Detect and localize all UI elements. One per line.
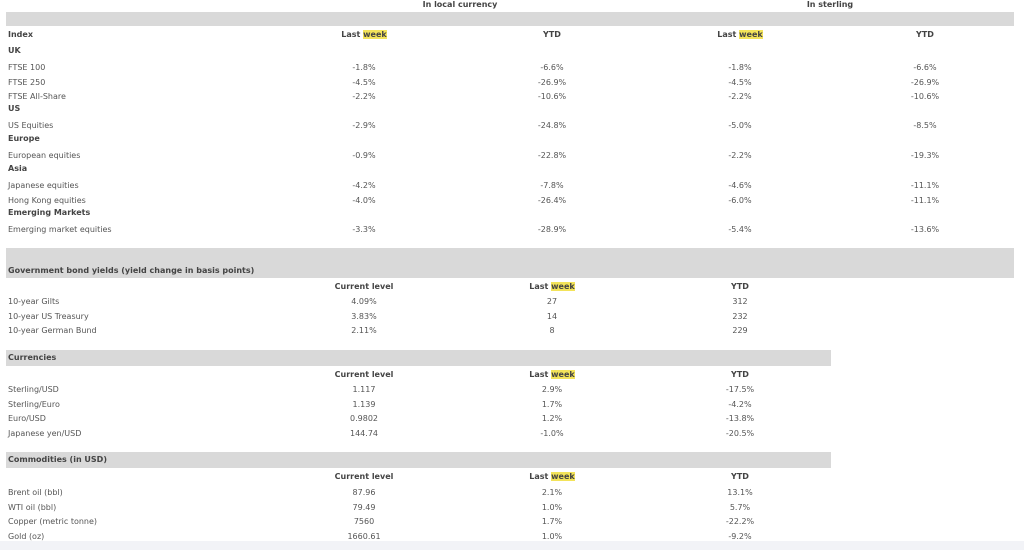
row-label: Hong Kong equities [8,195,86,205]
table-row [0,503,1024,515]
column-header-local-last-week: Last week [341,30,387,39]
column-header-last-week: Last week [529,282,575,291]
table-row [0,78,1024,90]
ytd-value: 5.7% [729,502,751,512]
region-name: US [8,104,21,113]
current-level-value: 2.11% [351,326,377,335]
sterling-ytd-value: -6.6% [913,63,937,72]
current-level-value: 0.9802 [350,414,378,423]
local-last-week-value: -4.5% [352,77,376,87]
last-week-value: 2.1% [541,488,563,497]
ytd-value: 229 [732,326,748,335]
local-ytd-value: -22.8% [537,151,567,160]
current-level-value: 87.96 [352,488,376,497]
column-header-current-level: Current level [334,472,394,481]
local-ytd-value: -7.8% [540,181,564,190]
table-row [0,326,1024,338]
current-level-value: 1660.61 [347,531,381,541]
region-name: Europe [8,134,40,143]
last-week-value: 1.7% [541,517,563,526]
sterling-last-week-value: -6.0% [728,195,752,205]
local-last-week-value: -4.0% [352,195,376,205]
bonds-title: Government bond yields (yield change in basis points) [8,266,255,275]
ytd-value: -17.5% [725,385,755,394]
table-row [0,92,1024,104]
local-ytd-value: -24.8% [537,121,567,130]
sterling-ytd-value: -11.1% [910,195,940,205]
sterling-last-week-value: -5.4% [728,225,752,234]
region-name: UK [8,46,21,55]
column-header-sterling-last-week: Last week [717,30,763,39]
currencies-column-header-row [0,370,1024,382]
ytd-value: -4.2% [728,399,752,409]
sterling-ytd-value: -26.9% [910,77,940,87]
row-label: 10-year German Bund [8,326,97,335]
commodities-column-header-row [0,472,1024,484]
row-label: FTSE All-Share [8,92,66,101]
ytd-value: -9.2% [728,531,752,541]
row-label: WTI oil (bbl) [8,502,57,512]
region-header [0,134,1024,146]
row-label: Brent oil (bbl) [8,488,63,497]
currencies-title-band [6,350,831,366]
sterling-last-week-value: -2.2% [728,92,752,101]
column-header-ytd: YTD [731,282,749,291]
column-header-ytd: YTD [731,472,749,481]
region-header [0,164,1024,176]
table-row [0,181,1024,193]
table-row [0,429,1024,441]
sterling-last-week-value: -4.5% [728,77,752,87]
column-header-current-level: Current level [334,370,394,379]
row-label: Japanese yen/USD [8,428,82,438]
column-header-local-ytd: YTD [543,30,561,39]
row-label: Sterling/Euro [8,399,60,409]
current-level-value: 144.74 [350,428,378,438]
last-week-value: 14 [546,311,558,321]
last-week-value: 27 [546,297,558,306]
sterling-ytd-value: -11.1% [910,181,940,190]
row-label: FTSE 100 [8,63,46,72]
local-ytd-value: -10.6% [537,92,567,101]
last-week-value: 1.2% [541,414,563,423]
last-week-value: -1.0% [540,428,564,438]
table-row [0,225,1024,237]
local-ytd-value: -28.9% [537,225,567,234]
table-row [0,400,1024,412]
column-header-sterling-ytd: YTD [916,30,934,39]
group-header-local: In local currency [422,0,498,9]
commodities-title: Commodities (in USD) [8,455,107,464]
sterling-last-week-value: -4.6% [728,181,752,190]
table-row [0,312,1024,324]
local-last-week-value: -1.8% [352,63,376,72]
region-name: Asia [8,164,28,173]
column-header-ytd: YTD [731,370,749,379]
region-header [0,208,1024,220]
row-label: US Equities [8,121,54,130]
row-label: Japanese equities [8,181,79,190]
column-header-last-week: Last week [529,472,575,481]
sterling-ytd-value: -19.3% [910,151,940,160]
sterling-last-week-value: -5.0% [728,121,752,130]
region-name: Emerging Markets [8,208,91,217]
equities-header-band [6,12,1014,26]
ytd-value: 312 [732,297,748,306]
ytd-value: -13.8% [725,414,755,423]
sterling-last-week-value: -1.8% [728,63,752,72]
table-row [0,414,1024,426]
last-week-value: 1.7% [541,399,563,409]
local-last-week-value: -2.9% [352,121,376,130]
row-label: 10-year Gilts [8,297,60,306]
table-row [0,63,1024,75]
last-week-value: 8 [549,326,555,335]
row-label: Sterling/USD [8,385,59,394]
sterling-ytd-value: -8.5% [913,121,937,130]
row-label: Euro/USD [8,414,46,423]
ytd-value: -22.2% [725,517,755,526]
column-header-index: Index [8,30,33,39]
last-week-value: 1.0% [541,531,563,541]
bonds-column-header-row [0,282,1024,294]
local-last-week-value: -4.2% [352,181,376,190]
equities-column-header-row [0,30,1024,42]
ytd-value: 13.1% [727,488,753,497]
currencies-title: Currencies [8,353,57,362]
current-level-value: 3.83% [351,311,377,321]
row-label: 10-year US Treasury [8,311,89,321]
last-week-value: 1.0% [541,502,563,512]
current-level-value: 4.09% [351,297,377,306]
last-week-value: 2.9% [541,385,563,394]
local-last-week-value: -3.3% [352,225,376,234]
sterling-ytd-value: -10.6% [910,92,940,101]
table-row [0,297,1024,309]
row-label: European equities [8,151,81,160]
sterling-ytd-value: -13.6% [910,225,940,234]
local-last-week-value: -2.2% [352,92,376,101]
column-header-last-week: Last week [529,370,575,379]
group-header-sterling: In sterling [806,0,854,9]
page-footer-strip [0,541,1024,550]
table-row [0,121,1024,133]
ytd-value: 232 [732,311,748,321]
local-ytd-value: -6.6% [540,63,564,72]
table-row [0,151,1024,163]
table-row [0,488,1024,500]
table-row [0,385,1024,397]
local-ytd-value: -26.4% [537,195,567,205]
current-level-value: 79.49 [352,502,376,512]
region-header [0,46,1024,58]
table-row [0,517,1024,529]
row-label: Emerging market equities [8,225,112,234]
sterling-last-week-value: -2.2% [728,151,752,160]
local-last-week-value: -0.9% [352,151,376,160]
current-level-value: 7560 [353,517,375,526]
current-level-value: 1.117 [352,385,376,394]
row-label: Gold (oz) [8,531,45,541]
row-label: FTSE 250 [8,77,46,87]
table-row [0,196,1024,208]
commodities-title-band [6,452,831,468]
ytd-value: -20.5% [725,428,755,438]
current-level-value: 1.139 [352,399,376,409]
column-header-current-level: Current level [334,282,394,291]
row-label: Copper (metric tonne) [8,517,98,526]
local-ytd-value: -26.9% [537,77,567,87]
region-header [0,104,1024,116]
